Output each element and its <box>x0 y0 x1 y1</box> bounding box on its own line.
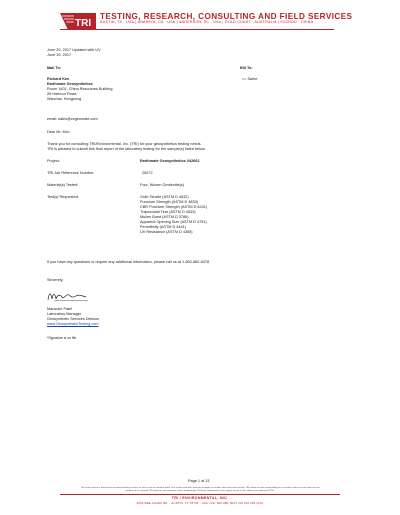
date-updated: June 29, 2017 Updated with UV <box>47 48 101 52</box>
recipient-email: email: sales@ccgeomate.com <box>47 117 98 121</box>
test-item: Puncture Strength (ASTM D 4833) <box>140 200 199 204</box>
recipient-address-2: 26 Harbour Road, <box>47 92 78 96</box>
footer-company: TRI / ENVIRONMENTAL, INC. <box>171 496 229 500</box>
footer-address: 9063 BEE CAVES RD. · AUSTIN, TX 78733 · USA | PH: 800.880.TEST OR 512.263.2101 <box>136 501 264 505</box>
project-value: Earthmate Geosynthetics 042662 <box>140 159 200 163</box>
sincerely: Sincerely, <box>47 278 64 282</box>
test-item: CBR Puncture Strength (ASTM D 6241) <box>140 205 208 209</box>
job-label: TRI Job Reference Number: <box>47 171 95 175</box>
page-number: Page 1 of 13 <box>188 479 210 483</box>
materials-label: Material(s) Tested: <box>47 183 79 187</box>
signer-division: Geosynthetic Services Division <box>47 317 100 321</box>
test-item: Apparent Opening Size (ASTM D 4751) <box>140 220 207 224</box>
test-item: Grab Tensile (ASTM D 4632) <box>140 195 189 199</box>
website-link[interactable]: www.GeosyntheticTesting.com <box>47 322 99 326</box>
test-item: UV Resistance (ASTM D 4355) <box>140 230 193 234</box>
signer-name: Mansukh Patel <box>47 307 73 311</box>
footer-rule <box>60 494 340 495</box>
signature-note: *Signature is on file <box>47 336 77 340</box>
test-item: Mullen Burst (ASTM D 3786) <box>140 215 189 219</box>
tests-label: Test(s) Requested: <box>47 195 79 199</box>
footer-notice: The testing herein is based upon accepted industry practice as well as the test method listed. Test results reported herein do not apply to samples other than those tested. TRI neither accepts responsibility for nor makes claim as to the final use and purpose of the material. TRI observes and maintains client confidentiality. TRI limits reproduction of this report, except in full, without prior approval of TRI. <box>80 487 320 492</box>
intro-line-2: TRI is pleased to submit this final report of the laboratory testing for the sample(s) listed below. <box>47 147 206 151</box>
recipient-name: Richard Ken <box>47 77 70 81</box>
signer-title: Laboratory Manager <box>47 312 82 316</box>
mail-to-label: Mail To: <box>47 66 62 70</box>
bill-to-label: Bill To: <box>240 66 253 70</box>
logo-text: TRI <box>75 18 92 29</box>
header-rule <box>60 29 334 30</box>
job-value: 25072 <box>142 171 153 175</box>
recipient-address-3: Wanchai, Hongkong <box>47 97 82 101</box>
salutation: Dear Mr. Ken: <box>47 130 71 134</box>
test-item: Permittivity (ASTM D 4491) <box>140 225 186 229</box>
materials-value: Four, Woven Geotextile(s) <box>140 183 185 187</box>
tri-logo <box>60 13 96 30</box>
questions-line: If you have any questions or require any additional information, please call us at 1-800-880-8378 <box>47 260 210 264</box>
header-tagline: TESTING, RESEARCH, CONSULTING AND FIELD SERVICES <box>100 12 353 21</box>
date-original: June 19, 2017 <box>47 53 72 57</box>
header-locations: AUSTIN, TX · USA | ANAHEIM, CA · USA | ANDERSON, SC · USA | GOLD COAST · AUSTRALIA | SUZHOU · CHINA <box>100 20 314 24</box>
bill-to-value: <= Same <box>242 77 258 81</box>
intro-line-1: Thank you for consulting TRI/Environmental, Inc. (TRI) for your geosynthetics testing needs. <box>47 142 202 146</box>
recipient-address-1: Room 1401, China Resources Building <box>47 87 113 91</box>
signature-image <box>46 289 90 303</box>
recipient-company: Earthmate Geosynthetics <box>47 82 93 86</box>
test-item: Trapezoidal Tear (ASTM D 4533) <box>140 210 196 214</box>
project-label: Project: <box>47 159 60 163</box>
